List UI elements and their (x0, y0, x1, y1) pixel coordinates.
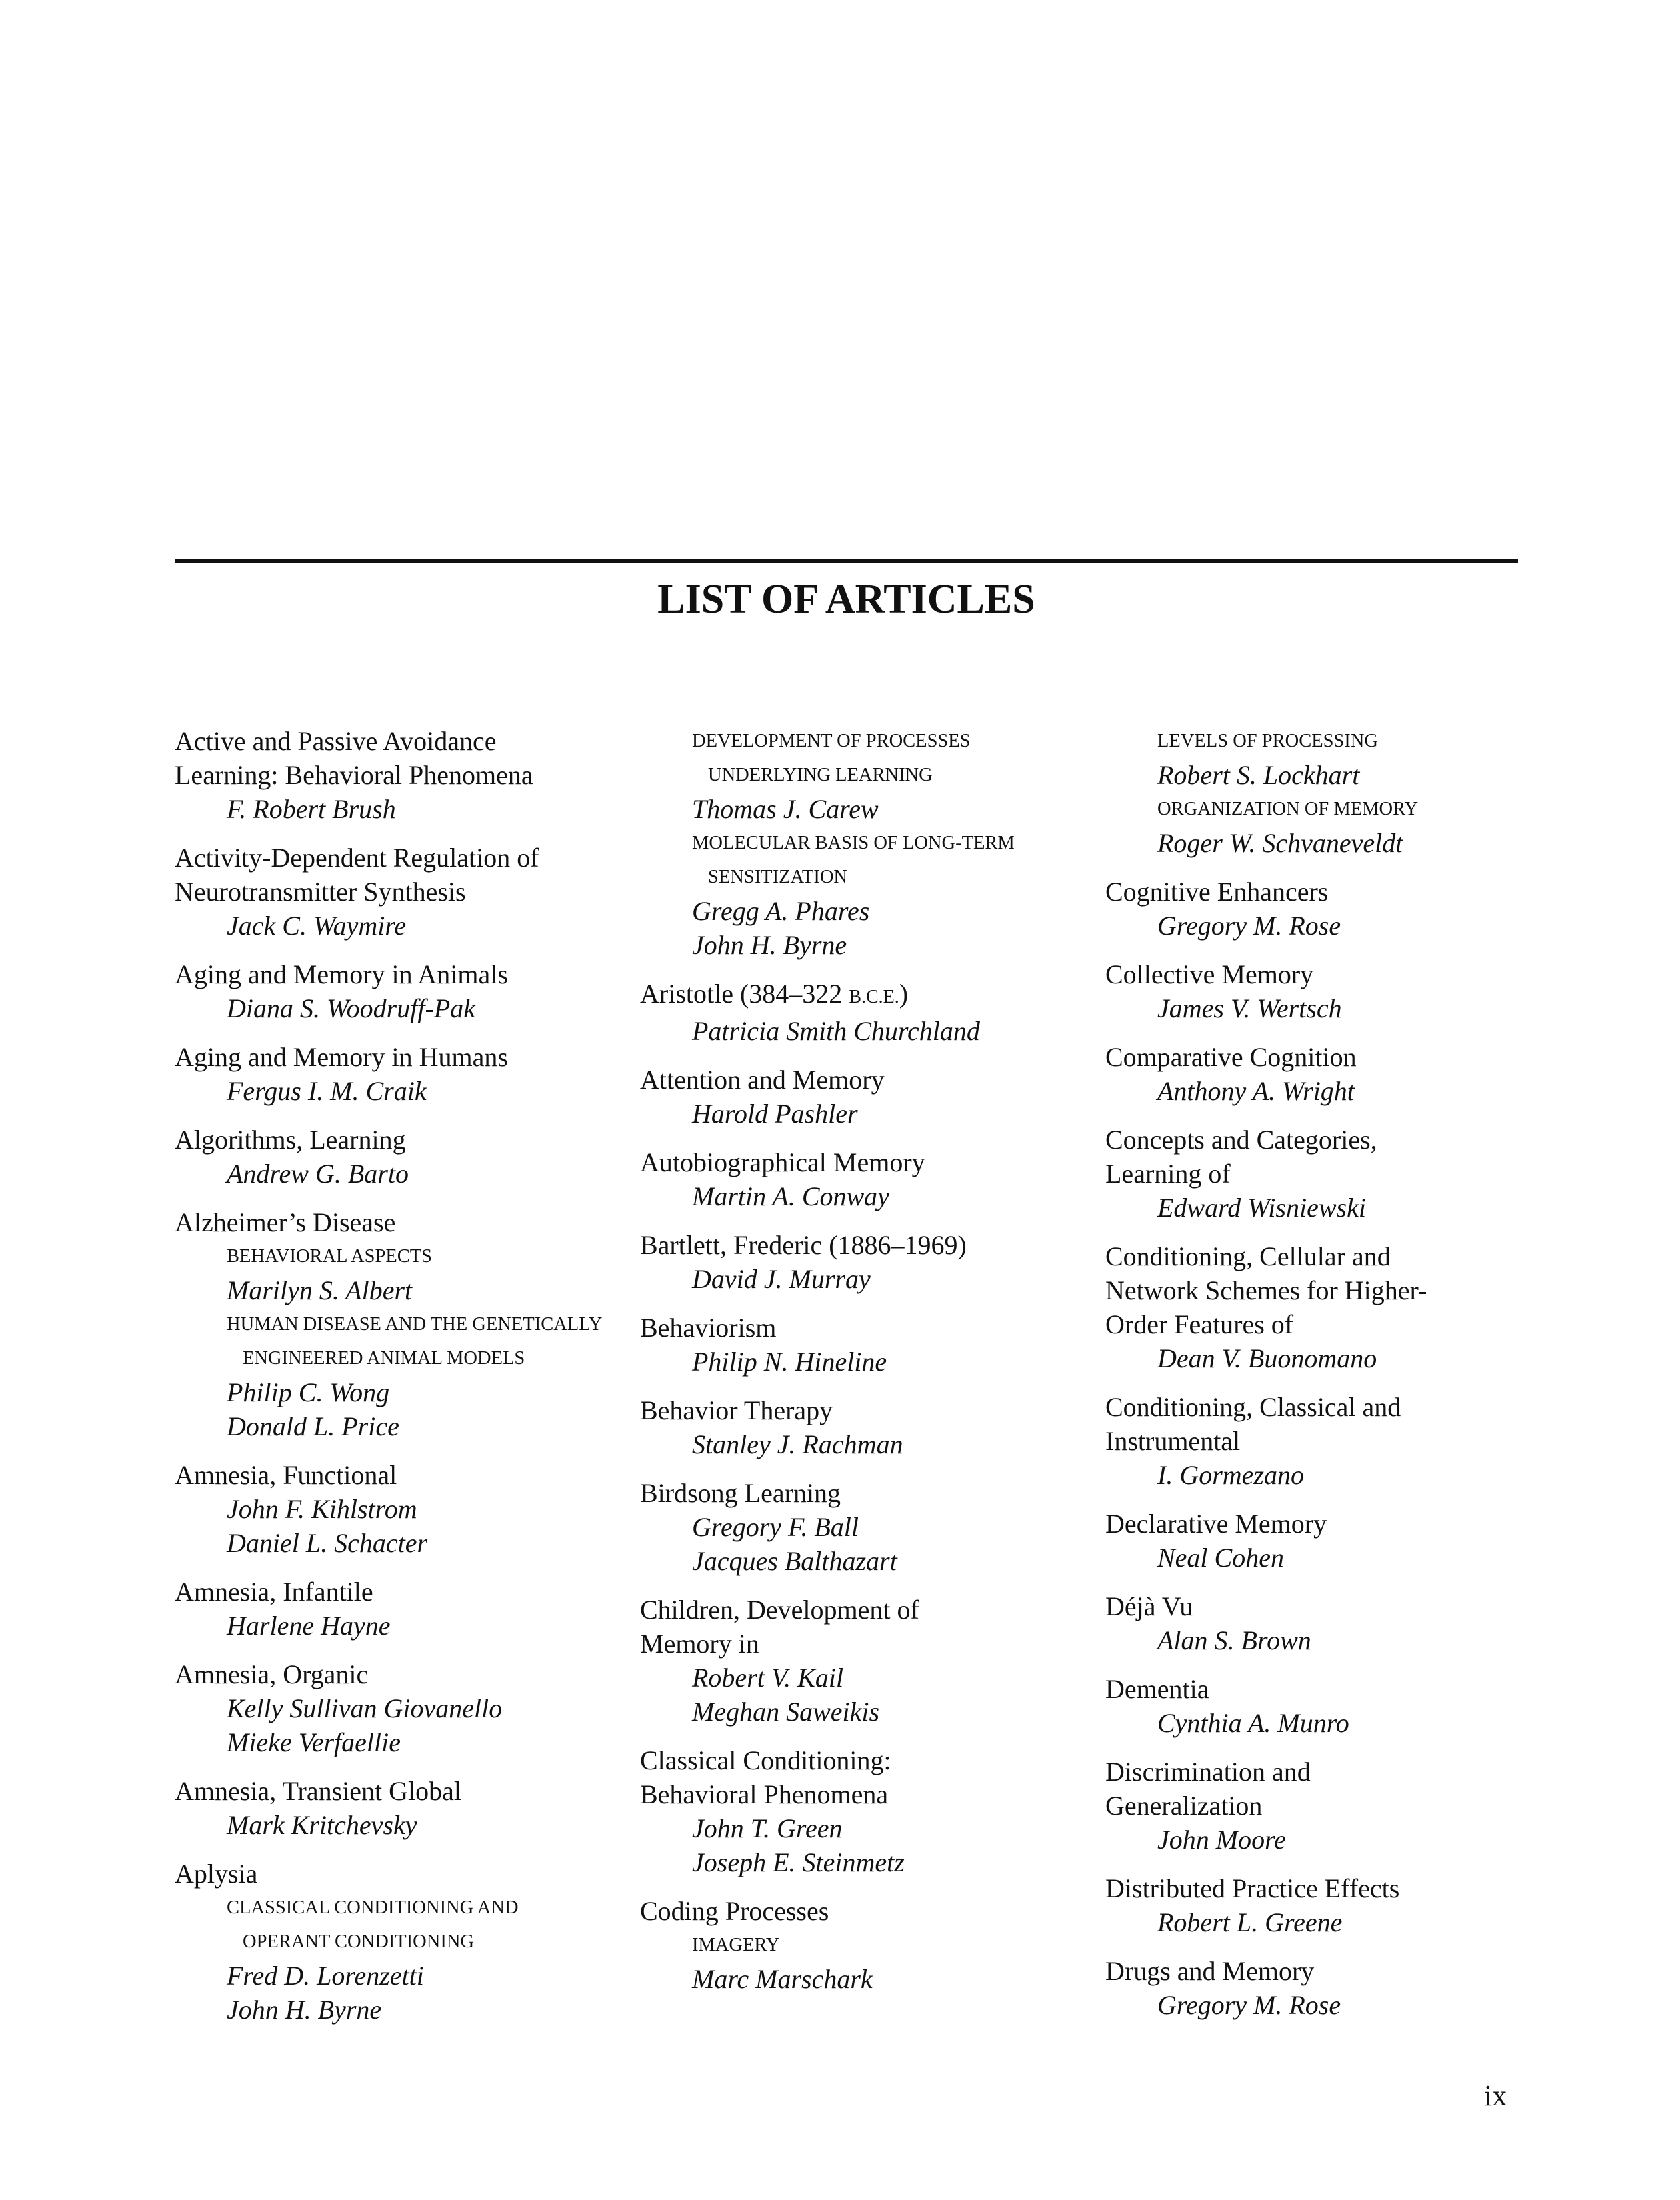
author: Roger W. Schvaneveldt (1157, 828, 1403, 858)
list-item (1105, 1871, 1545, 1939)
article-title: Aging and Memory in Humans (175, 1042, 508, 1072)
list-item (175, 1575, 628, 1643)
list-item (175, 1857, 628, 2027)
subtopic: OPERANT CONDITIONING (243, 1931, 474, 1952)
subtopic: ENGINEERED ANIMAL MODELS (243, 1348, 525, 1369)
author: I. Gormezano (1157, 1460, 1304, 1490)
article-title: Distributed Practice Effects (1105, 1873, 1400, 1903)
closing-paren: ) (899, 979, 909, 1009)
article-title: Concepts and Categories, (1105, 1125, 1377, 1155)
list-item (640, 1063, 1093, 1131)
list-item (1105, 1672, 1545, 1740)
list-item (175, 1205, 628, 1443)
article-title-text: Aristotle (384–322 (640, 979, 849, 1009)
article-title: Coding Processes (640, 1896, 829, 1926)
list-item (175, 1458, 628, 1560)
author: Philip C. Wong (227, 1377, 390, 1407)
list-item (640, 1228, 1093, 1296)
subtopic: HUMAN DISEASE AND THE GENETICALLY (227, 1314, 603, 1335)
article-title: Behavior Therapy (640, 1395, 833, 1425)
author: Martin A. Conway (692, 1181, 889, 1211)
author: John Moore (1157, 1825, 1286, 1855)
list-item (175, 1657, 628, 1759)
article-title: Classical Conditioning: (640, 1745, 891, 1775)
column-1 (175, 724, 628, 2041)
author: Marc Marschark (692, 1964, 873, 1994)
list-item (1105, 1390, 1545, 1492)
author: Stanley J. Rachman (692, 1429, 903, 1459)
subtopic: IMAGERY (692, 1935, 780, 1955)
author: Marilyn S. Albert (227, 1275, 413, 1305)
subtopic: BEHAVIORAL ASPECTS (227, 1246, 433, 1267)
article-title: Discrimination and (1105, 1757, 1311, 1787)
article-title: Declarative Memory (1105, 1509, 1327, 1539)
author: Donald L. Price (227, 1411, 399, 1441)
author: Gregg A. Phares (692, 896, 870, 926)
author: Fred D. Lorenzetti (227, 1961, 424, 1991)
list-item (1105, 1755, 1545, 1857)
author: Robert L. Greene (1157, 1907, 1343, 1937)
list-item (640, 1476, 1093, 1578)
list-item (1105, 875, 1545, 943)
article-title: Children, Development of (640, 1595, 919, 1625)
article-title: Birdsong Learning (640, 1478, 841, 1508)
author: Gregory F. Ball (692, 1512, 859, 1542)
article-title: Collective Memory (1105, 959, 1314, 989)
author: Harlene Hayne (227, 1611, 391, 1641)
top-rule (175, 559, 1518, 563)
author: F. Robert Brush (227, 794, 396, 824)
subtopic: SENSITIZATION (708, 867, 847, 887)
list-item (175, 841, 628, 943)
column-3 (1105, 724, 1545, 2037)
article-title: Aging and Memory in Animals (175, 959, 508, 989)
article-title: Behavioral Phenomena (640, 1779, 889, 1809)
author: Dean V. Buonomano (1157, 1343, 1377, 1373)
article-title: Instrumental (1105, 1426, 1241, 1456)
era-abbreviation: B.C.E. (849, 987, 899, 1007)
subtopic: DEVELOPMENT OF PROCESSES (692, 731, 971, 751)
author: Patricia Smith Churchland (692, 1016, 980, 1046)
article-title: Amnesia, Functional (175, 1460, 397, 1490)
column-2 (640, 724, 1093, 2011)
article-title: Amnesia, Organic (175, 1659, 369, 1689)
list-item (1105, 1507, 1545, 1575)
author: Jack C. Waymire (227, 911, 407, 941)
subtopic: LEVELS OF PROCESSING (1157, 731, 1378, 751)
author: Fergus I. M. Craik (227, 1076, 427, 1106)
list-item (175, 1040, 628, 1108)
author: John F. Kihlstrom (227, 1494, 417, 1524)
author: John H. Byrne (692, 930, 847, 960)
list-item (640, 724, 1093, 962)
article-title: Generalization (1105, 1791, 1263, 1821)
article-title: Behaviorism (640, 1313, 777, 1343)
author: Andrew G. Barto (227, 1159, 409, 1189)
article-title: Autobiographical Memory (640, 1147, 925, 1177)
author: Kelly Sullivan Giovanello (227, 1693, 503, 1723)
author: Daniel L. Schacter (227, 1528, 428, 1558)
author: James V. Wertsch (1157, 993, 1342, 1023)
subtopic: ORGANIZATION OF MEMORY (1157, 799, 1419, 819)
list-item (640, 1311, 1093, 1379)
article-title: Memory in (640, 1629, 759, 1659)
list-item (1105, 724, 1545, 860)
list-item (1105, 1040, 1545, 1108)
list-item (175, 724, 628, 826)
list-item (1105, 1123, 1545, 1225)
article-title: Learning: Behavioral Phenomena (175, 760, 533, 790)
list-item (1105, 1239, 1545, 1375)
list-item (175, 1774, 628, 1842)
author: Mieke Verfaellie (227, 1727, 401, 1757)
article-title: Aplysia (175, 1859, 258, 1889)
article-title: Learning of (1105, 1159, 1231, 1189)
article-title (640, 977, 1093, 1014)
article-title: Déjà Vu (1105, 1591, 1193, 1621)
article-title: Conditioning, Cellular and (1105, 1241, 1391, 1271)
author: Anthony A. Wright (1157, 1076, 1355, 1106)
list-item (640, 1145, 1093, 1213)
article-title: Comparative Cognition (1105, 1042, 1357, 1072)
subtopic: UNDERLYING LEARNING (708, 765, 933, 785)
author: David J. Murray (692, 1264, 871, 1294)
author: Robert V. Kail (692, 1663, 844, 1693)
author: Neal Cohen (1157, 1543, 1284, 1573)
author: Gregory M. Rose (1157, 1990, 1341, 2020)
author: Philip N. Hineline (692, 1347, 887, 1377)
author: John H. Byrne (227, 1995, 382, 2025)
list-item (640, 1593, 1093, 1729)
list-item (175, 957, 628, 1025)
article-title: Dementia (1105, 1674, 1209, 1704)
list-item (1105, 957, 1545, 1025)
author: Harold Pashler (692, 1099, 858, 1129)
author: Cynthia A. Munro (1157, 1708, 1349, 1738)
list-item (640, 1743, 1093, 1879)
article-title: Neurotransmitter Synthesis (175, 877, 466, 907)
list-item (1105, 1589, 1545, 1657)
subtopic: CLASSICAL CONDITIONING AND (227, 1897, 519, 1918)
article-title: Amnesia, Transient Global (175, 1776, 461, 1806)
article-title: Amnesia, Infantile (175, 1577, 373, 1607)
article-title: Activity-Dependent Regulation of (175, 843, 539, 873)
article-title: Algorithms, Learning (175, 1125, 406, 1155)
author: Mark Kritchevsky (227, 1810, 417, 1840)
article-title: Active and Passive Avoidance (175, 726, 497, 756)
list-item (175, 1123, 628, 1191)
author: Joseph E. Steinmetz (692, 1847, 905, 1877)
author: Gregory M. Rose (1157, 911, 1341, 941)
article-title: Attention and Memory (640, 1065, 885, 1095)
author: Robert S. Lockhart (1157, 760, 1360, 790)
author: Jacques Balthazart (692, 1546, 897, 1576)
article-title: Cognitive Enhancers (1105, 877, 1329, 907)
list-item (640, 977, 1093, 1048)
article-title: Network Schemes for Higher- (1105, 1275, 1427, 1305)
article-title: Drugs and Memory (1105, 1956, 1315, 1986)
list-item (1105, 1954, 1545, 2022)
list-item (640, 1894, 1093, 1996)
author: John T. Green (692, 1813, 843, 1843)
author: Diana S. Woodruff-Pak (227, 993, 475, 1023)
list-item (640, 1393, 1093, 1461)
author: Edward Wisniewski (1157, 1193, 1366, 1223)
page-title: LIST OF ARTICLES (657, 577, 1035, 622)
subtopic: MOLECULAR BASIS OF LONG-TERM (692, 833, 1015, 853)
article-title: Bartlett, Frederic (1886–1969) (640, 1230, 967, 1260)
page-number: ix (1484, 2079, 1507, 2112)
article-title: Alzheimer’s Disease (175, 1207, 396, 1237)
author: Thomas J. Carew (692, 794, 879, 824)
article-title: Conditioning, Classical and (1105, 1392, 1401, 1422)
author: Alan S. Brown (1157, 1625, 1311, 1655)
article-title: Order Features of (1105, 1309, 1294, 1339)
author: Meghan Saweikis (692, 1697, 880, 1727)
